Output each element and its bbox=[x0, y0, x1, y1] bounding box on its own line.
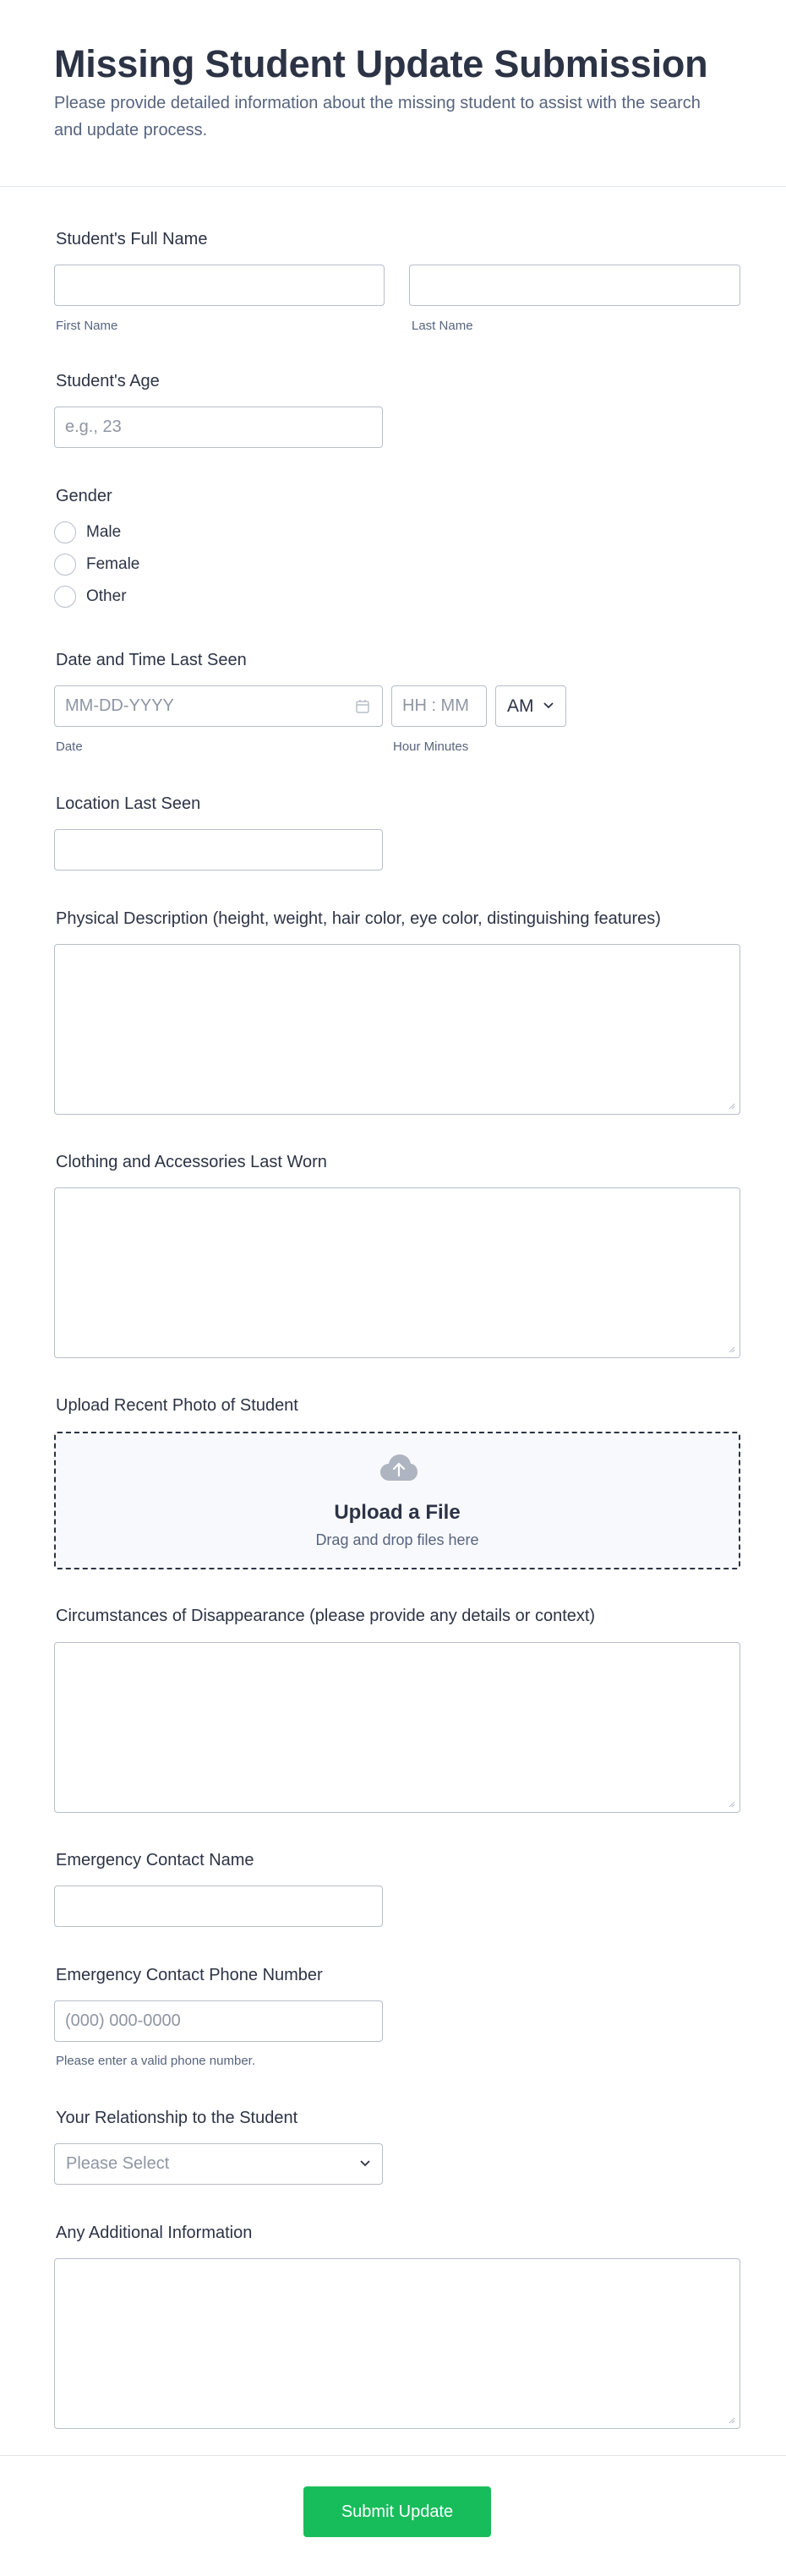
resize-handle-icon[interactable] bbox=[727, 1101, 735, 1110]
chevron-down-icon bbox=[360, 2160, 370, 2167]
resize-handle-icon[interactable] bbox=[727, 1345, 735, 1353]
gender-option-female[interactable] bbox=[54, 554, 139, 576]
relationship-label: Your Relationship to the Student bbox=[56, 2109, 298, 2127]
form-header bbox=[0, 0, 786, 187]
gender-option-other[interactable] bbox=[54, 586, 127, 608]
last-name-input[interactable] bbox=[409, 265, 740, 306]
clothing-textarea[interactable] bbox=[54, 1187, 740, 1358]
circumstances-textarea[interactable] bbox=[54, 1642, 740, 1813]
physical-label: Physical Description (height, weight, hair color, eye color, distinguishing features) bbox=[56, 909, 661, 928]
phone-hint: Please enter a valid phone number. bbox=[56, 2054, 255, 2068]
date-sublabel: Date bbox=[56, 740, 83, 754]
time-input[interactable] bbox=[391, 685, 487, 727]
ampm-select[interactable] bbox=[495, 685, 566, 727]
gender-option-male[interactable] bbox=[54, 521, 121, 543]
age-label: Student's Age bbox=[56, 372, 160, 390]
emergency-name-input[interactable] bbox=[54, 1886, 383, 1927]
relationship-select[interactable] bbox=[54, 2143, 383, 2185]
location-label: Location Last Seen bbox=[56, 794, 201, 813]
photo-label: Upload Recent Photo of Student bbox=[56, 1396, 298, 1415]
first-name-sublabel: First Name bbox=[56, 319, 118, 333]
page-title: Missing Student Update Submission bbox=[54, 42, 708, 85]
emergency-name-label: Emergency Contact Name bbox=[56, 1851, 254, 1869]
form-footer bbox=[0, 2455, 786, 2576]
upload-subtitle: Drag and drop files here bbox=[315, 1531, 479, 1548]
resize-handle-icon[interactable] bbox=[727, 1799, 735, 1808]
relationship-placeholder: Please Select bbox=[66, 2154, 170, 2173]
radio-label: Female bbox=[86, 555, 140, 573]
last-name-sublabel: Last Name bbox=[412, 319, 473, 333]
gender-label: Gender bbox=[56, 487, 112, 505]
date-input[interactable] bbox=[54, 685, 383, 727]
radio-label: Other bbox=[86, 587, 127, 605]
clothing-label: Clothing and Accessories Last Worn bbox=[56, 1153, 327, 1171]
radio-button[interactable] bbox=[54, 521, 76, 543]
date-field[interactable] bbox=[54, 685, 383, 727]
file-upload-dropzone[interactable] bbox=[54, 1432, 740, 1569]
emergency-phone-input[interactable] bbox=[54, 2000, 383, 2042]
calendar-icon[interactable] bbox=[356, 699, 369, 713]
additional-textarea[interactable] bbox=[54, 2258, 740, 2429]
physical-textarea[interactable] bbox=[54, 944, 740, 1115]
emergency-phone-label: Emergency Contact Phone Number bbox=[56, 1966, 323, 1984]
submit-button[interactable]: Submit Update bbox=[303, 2486, 491, 2537]
time-sublabel: Hour Minutes bbox=[393, 740, 469, 754]
first-name-input[interactable] bbox=[54, 265, 385, 306]
age-input[interactable] bbox=[54, 407, 383, 448]
circumstances-label: Circumstances of Disappearance (please provide any details or context) bbox=[56, 1607, 596, 1625]
additional-label: Any Additional Information bbox=[56, 2224, 253, 2242]
radio-button[interactable] bbox=[54, 586, 76, 608]
ampm-value: AM bbox=[507, 696, 534, 716]
location-input[interactable] bbox=[54, 829, 383, 870]
datetime-label: Date and Time Last Seen bbox=[56, 651, 247, 669]
resize-handle-icon[interactable] bbox=[727, 2415, 735, 2424]
upload-title: Upload a File bbox=[334, 1501, 461, 1524]
radio-label: Male bbox=[86, 523, 122, 541]
radio-button[interactable] bbox=[54, 554, 76, 576]
cloud-upload-icon bbox=[379, 1454, 418, 1482]
full-name-label: Student's Full Name bbox=[56, 230, 208, 248]
page-description: Please provide detailed information about the missing student to assist with the search and update process. bbox=[54, 94, 701, 139]
chevron-down-icon bbox=[543, 702, 554, 709]
